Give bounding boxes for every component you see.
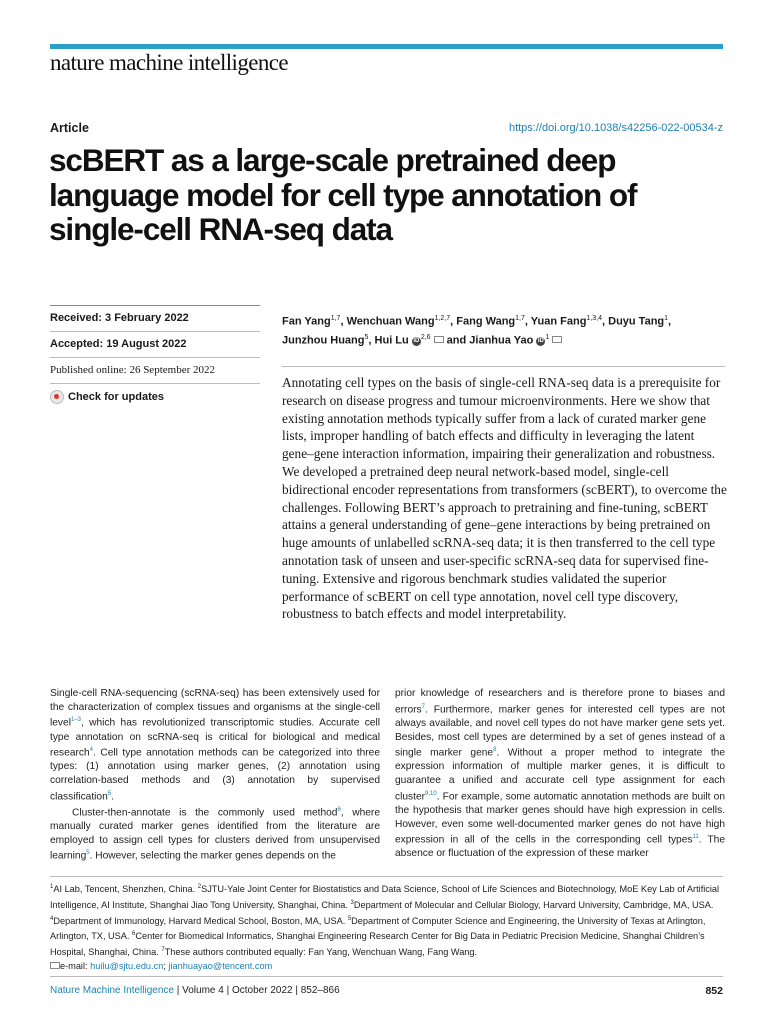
affiliation-text: Department of Computer Science and Engineering, the University of Texas at Arlington, Arlington, TX, USA.: [50, 915, 706, 942]
orcid-icon[interactable]: iD: [537, 338, 544, 345]
body-text: , where manually curated marker genes identified from the literature are employed to assign cell types for clusters derived from unsupervised learning: [50, 807, 380, 862]
body-column-left: [50, 687, 380, 863]
body-paragraph: [50, 687, 380, 804]
author-name[interactable]: Duyu Tang: [608, 315, 665, 328]
check-updates-button[interactable]: [50, 390, 260, 404]
article-title: scBERT as a large-scale pretrained deep language model for cell type annotation of single-cell RNA-seq data: [49, 142, 637, 247]
body-text: Cluster-then-annotate is the commonly used method: [72, 807, 338, 819]
body-text: Single-cell RNA-sequencing (scRNA-seq) has been extensively used for the characterization of complex tissues and organisms at the single-cell level: [50, 688, 380, 729]
abstract: Annotating cell types on the basis of single-cell RNA-seq data is a prerequisite for research on disease progress and tumour microenvironments. Here we show that existing annotation methods typically suffer from a lack of curated marker gene lists, improper handling of batch effects and difficulty in leveraging the latent gene–gene interaction information, impairing their generalization and robustness. We developed a pretrained deep neural network-based model, single-cell bidirectional encoder representations from transformers (scBERT), to overcome the challenges. Following BERT’s approach to pretraining and fine-tuning, scBERT attains a general understanding of gene–gene interactions by being pretrained on huge amounts of unlabelled scRNA-seq data; it is then transferred to the cell type annotation task of unseen and user-specific scRNA-seq data for supervised fine-tuning. Extensive and rigorous benchmark studies validated the superior performance of scBERT on cell type annotation, novel cell type discovery, robustness to batch effects and model interpretability.: [282, 375, 727, 622]
journal-top-bar: [50, 44, 723, 49]
body-text: . Furthermore, marker genes for interested cell types are not always available, and novel cell types do not have marker gene sets yet. Besides, most cell types are determined by a set of genes instead of a single marker gene: [395, 704, 725, 759]
author-name[interactable]: Hui Lu: [374, 334, 409, 347]
citation-ref[interactable]: 11: [692, 834, 699, 841]
author-affiliation: 1,3,4: [586, 315, 602, 322]
check-updates-label: Check for updates: [68, 391, 164, 403]
body-text: . However, selecting the marker genes depends on the: [89, 850, 336, 862]
citation-ref[interactable]: 6: [337, 806, 341, 813]
authors-and: and: [446, 334, 467, 347]
body-text: prior knowledge of researchers and is therefore prone to biases and errors: [395, 688, 725, 716]
author-name[interactable]: Fan Yang: [282, 315, 331, 328]
affiliation-number: 1: [50, 884, 54, 890]
affiliation-text: Center for Biomedical Informatics, Shanghai Engineering Research Center for Big Data in Pediatric Precision Medicine, Shanghai Children’s Hospital, Shanghai, China.: [50, 931, 705, 958]
affiliation-text: AI Lab, Tencent, Shenzhen, China.: [53, 884, 198, 895]
email-separator: ;: [163, 960, 169, 971]
citation-ref[interactable]: 5: [86, 850, 90, 857]
abstract-divider: [282, 366, 725, 367]
affiliation-text: These authors contributed equally: Fan Yang, Wenchuan Wang, Fang Wang.: [164, 947, 478, 958]
author-name[interactable]: Junzhou Huang: [282, 334, 365, 347]
citation-ref[interactable]: 5: [107, 790, 112, 797]
body-text: .: [111, 791, 114, 803]
affiliation-number: 3: [350, 899, 354, 906]
page-number: 852: [705, 985, 723, 997]
author-affiliation: 2,6: [420, 333, 431, 341]
body-paragraph: [395, 687, 725, 861]
affiliation-text: Department of Immunology, Harvard Medical School, Boston, MA, USA.: [53, 915, 348, 926]
affiliation-text: SJTU-Yale Joint Center for Biostatistics and Data Science, School of Life Sciences and Biotechnology, MoE Key Lab of Artificial Intelligence, AI Institute, Shanghai Jiao Tong University, Shanghai, China.: [50, 884, 720, 910]
author-affiliation: 1,2,7: [434, 315, 451, 322]
body-text: . Without a proper method to integrate the expression information of multiple marker genes, it is difficult to guarantee a unified and accurate cell type assignment for each cluster: [395, 747, 725, 803]
body-text: . Cell type annotation methods can be categorized into three types: (1) annotation using marker genes, (2) annotation using correlation-based methods and (3) annotation by supervised classification: [50, 747, 380, 803]
citation-ref[interactable]: 7: [421, 703, 425, 710]
body-text: . The absence or fluctuation of the expression of these marker: [395, 834, 725, 860]
affiliations-footnote: [50, 881, 726, 974]
email-label: e-mail:: [60, 960, 91, 971]
journal-name[interactable]: nature machine intelligence: [50, 50, 288, 75]
affiliation-number: 2: [197, 884, 202, 890]
footnote-divider: [50, 876, 723, 877]
email-icon: [50, 962, 60, 969]
email-link[interactable]: jianhuayao@tencent.com: [168, 960, 273, 971]
author-name[interactable]: Jianhua Yao: [469, 334, 534, 347]
received-date: Received: 3 February 2022: [50, 305, 260, 331]
footer-citation: [50, 985, 340, 996]
author-affiliation: 1,7: [330, 315, 341, 322]
author-list: Fan Yang$^{1,7}$, Wenchuan Wang$^{1,2,7}$, Fang Wang$^{1,7}$, Yuan Fang$^{1,3,4}$, Duyu Tang$^1$, Junzhou Huang$^5$, Hui Lu iD$^{2,6}$ and Jianhua Yao $iD^1$: [282, 315, 672, 347]
affiliation-number: 7: [161, 947, 165, 954]
author-affiliation: 1: [664, 315, 669, 322]
affiliation-text: Department of Molecular and Cellular Biology, Harvard University, Cambridge, MA, USA.: [353, 899, 714, 910]
accepted-date: Accepted: 19 August 2022: [50, 331, 260, 357]
orcid-icon[interactable]: iD: [413, 338, 420, 345]
check-updates[interactable]: [50, 383, 260, 411]
published-date: Published online: 26 September 2022: [50, 357, 260, 383]
author-affiliation: 1: [545, 333, 550, 341]
citation-ref[interactable]: 9,10: [425, 790, 437, 797]
email-icon[interactable]: [434, 336, 444, 343]
author-affiliation: 1,7: [515, 315, 525, 322]
citation-ref[interactable]: 1–3: [70, 717, 81, 724]
citation-ref[interactable]: 8: [493, 747, 497, 754]
doi-link[interactable]: https://doi.org/10.1038/s42256-022-00534-z: [508, 122, 723, 134]
body-text: , which has revolutionized transcriptomic studies. Accurate cell type annotation on scRNA-seq is critical for biological and medical research: [50, 717, 380, 759]
crossmark-icon: [50, 390, 64, 404]
publication-dates: [50, 305, 260, 411]
author-name[interactable]: Fang Wang: [456, 315, 516, 328]
affiliation-number: 5: [347, 915, 352, 922]
author-name[interactable]: Wenchuan Wang: [346, 315, 435, 328]
email-link[interactable]: huilu@sjtu.edu.cn: [90, 960, 164, 971]
body-column-right: [395, 687, 725, 861]
article-type-label: Article: [50, 121, 89, 135]
email-icon[interactable]: [552, 336, 562, 343]
footer-journal-link[interactable]: Nature Machine Intelligence: [50, 985, 174, 996]
affiliation-number: 4: [50, 915, 54, 922]
citation-ref[interactable]: 4: [89, 747, 93, 754]
body-paragraph: [50, 804, 380, 864]
affiliation-number: 6: [132, 931, 136, 938]
author-name[interactable]: Yuan Fang: [530, 315, 587, 328]
author-affiliation: 5: [364, 333, 369, 341]
footer-volume-info: | Volume 4 | October 2022 | 852–866: [173, 985, 340, 996]
body-text: . For example, some automatic annotation methods are built on the hypothesis that marker genes should have high expression in cells. However, even some well-documented marker genes do not have high expression in all of the cells in the corresponding cell types: [395, 791, 725, 846]
footer-divider: [50, 976, 723, 977]
